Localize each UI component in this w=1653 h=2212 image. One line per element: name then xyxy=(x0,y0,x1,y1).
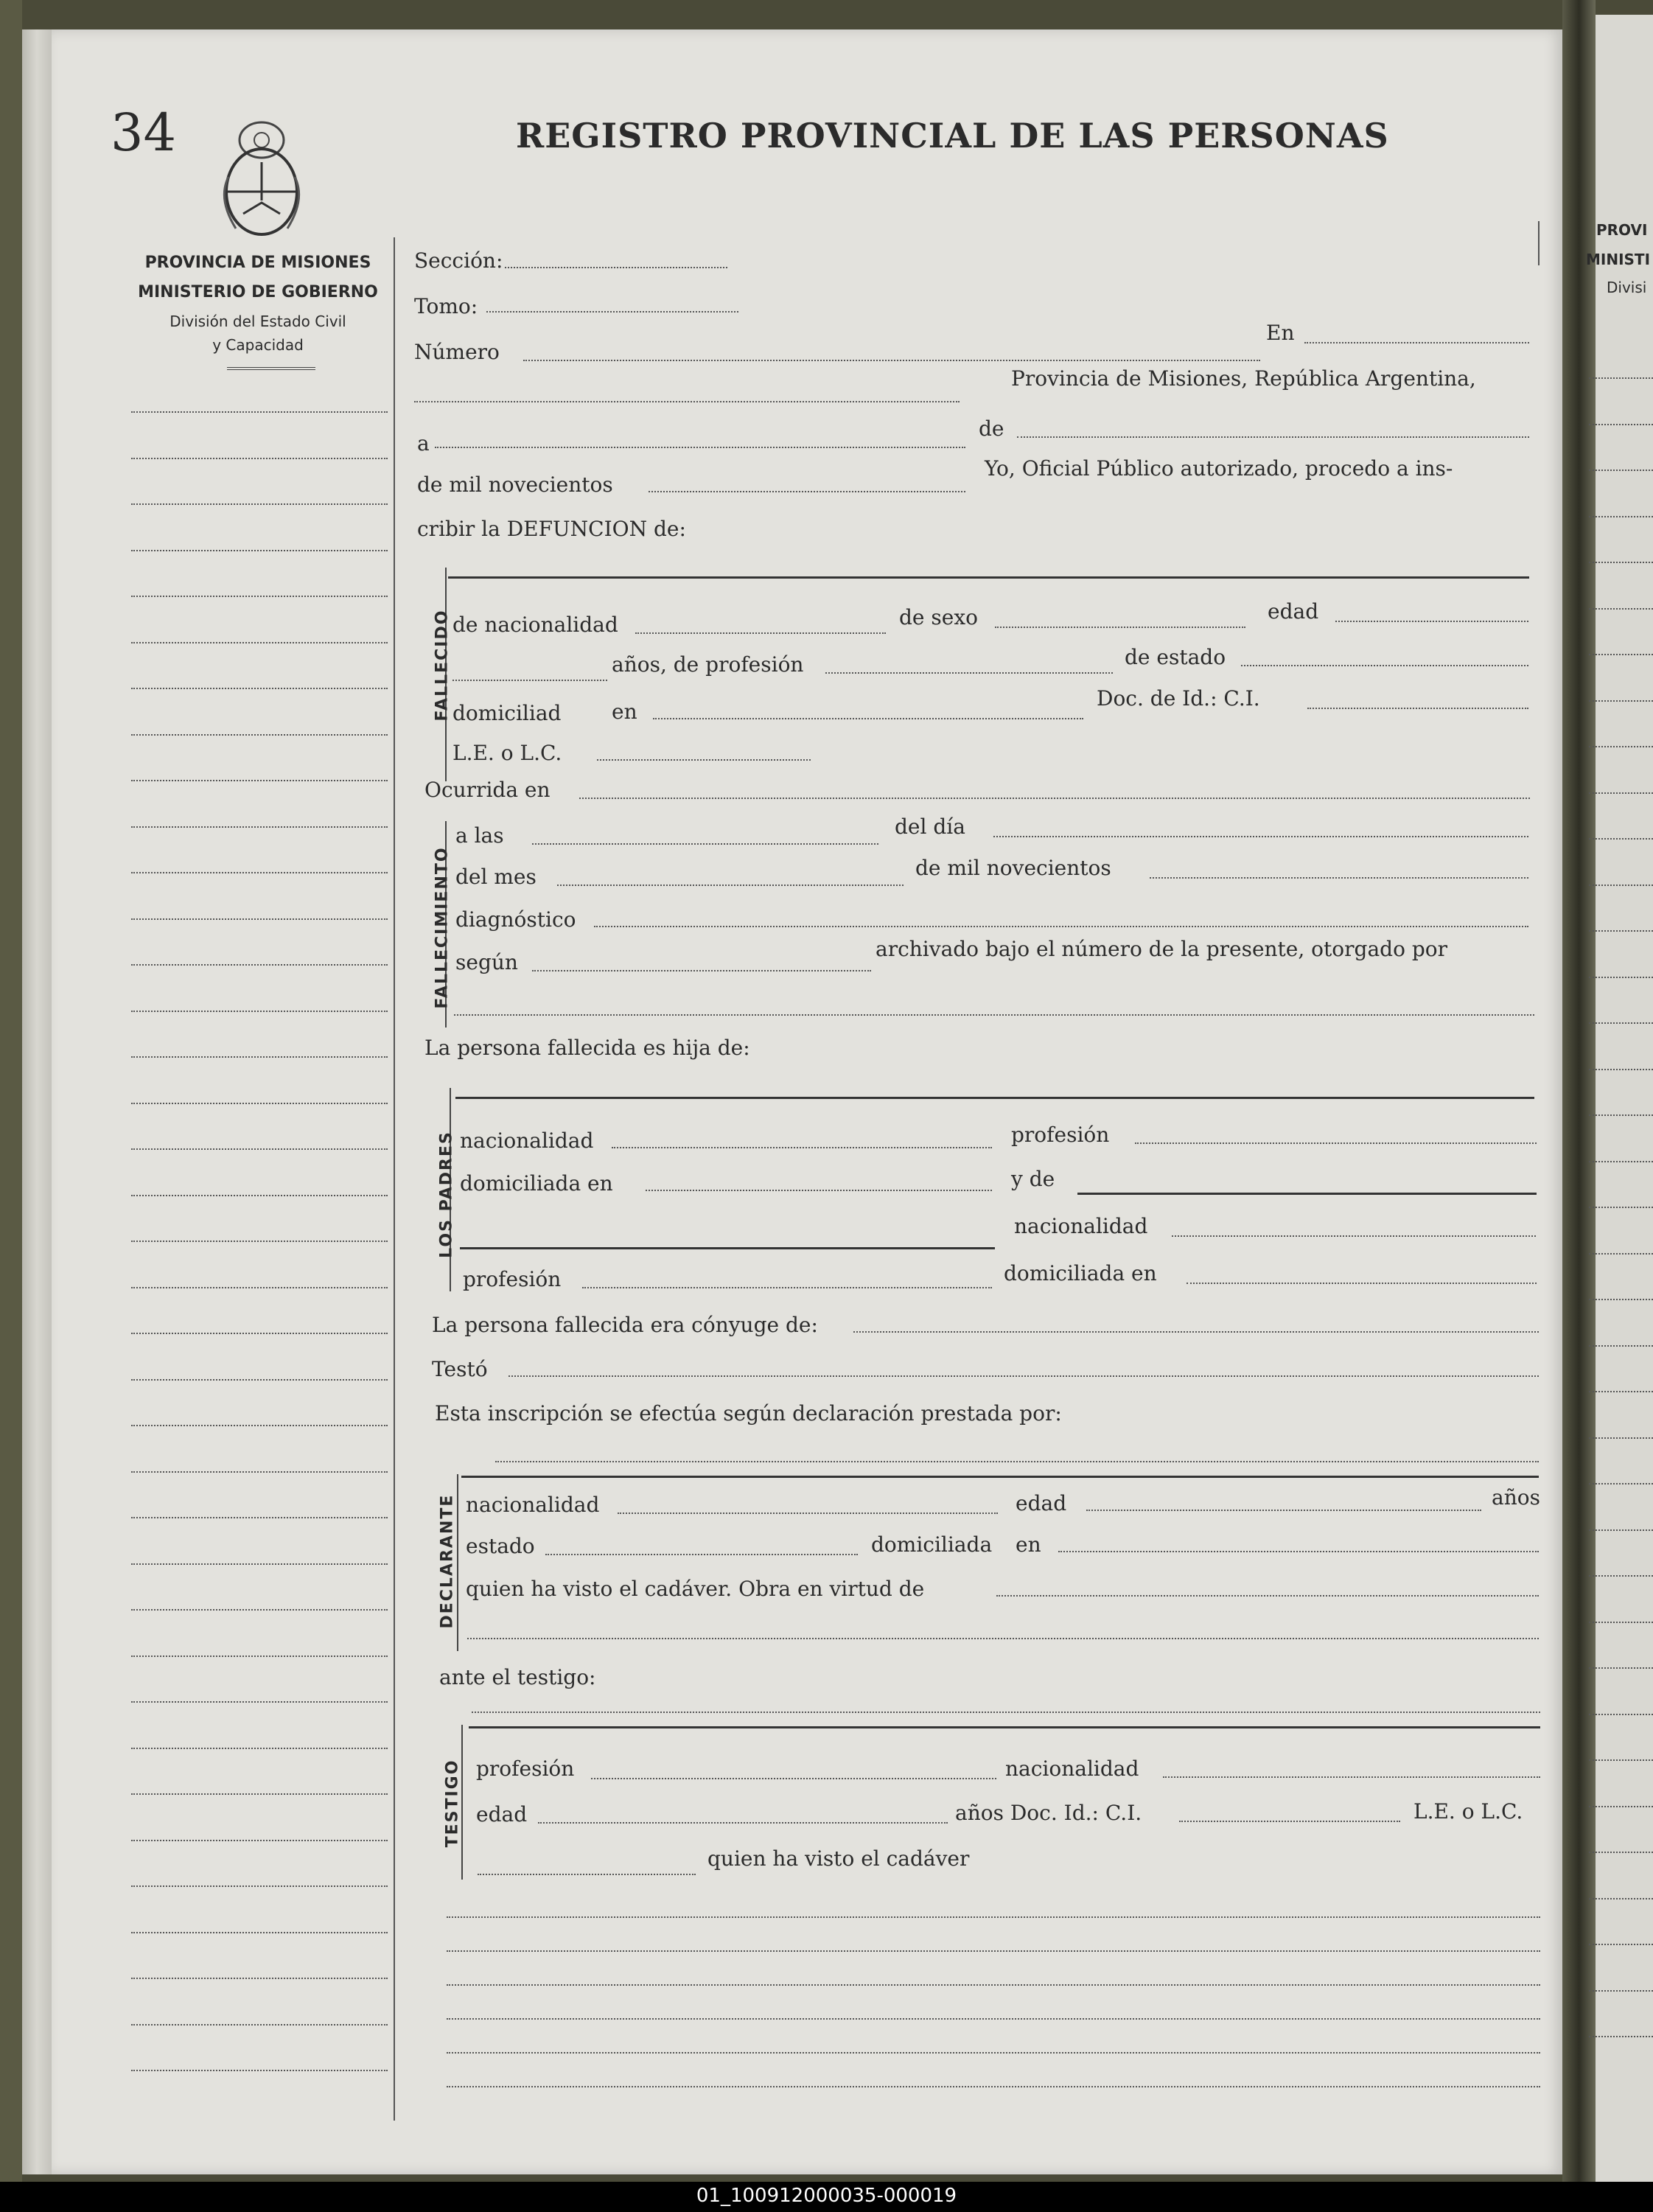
margin-line[interactable] xyxy=(131,1655,388,1657)
field-domicilio-madre[interactable] xyxy=(1187,1283,1537,1284)
next-page-margin-line[interactable] xyxy=(1589,1622,1653,1623)
margin-line[interactable] xyxy=(131,688,388,689)
field-testigo-top[interactable] xyxy=(472,1712,1540,1713)
field-nombre-fallecido[interactable] xyxy=(448,576,1529,579)
label-profesion-padre: profesión xyxy=(1011,1123,1110,1147)
text-hija-de: La persona fallecida es hija de: xyxy=(424,1036,750,1060)
note-line[interactable] xyxy=(447,2086,1540,2087)
bracket-declarante xyxy=(457,1474,458,1651)
margin-line[interactable] xyxy=(131,780,388,781)
label-de-mil: de mil novecientos xyxy=(417,472,613,497)
field-edad-decl[interactable] xyxy=(1086,1510,1481,1511)
field-seccion[interactable] xyxy=(505,267,727,268)
next-page-margin-line[interactable] xyxy=(1589,930,1653,932)
label-domiciliad: domiciliad xyxy=(452,701,562,725)
header-capacity: y Capacidad xyxy=(212,336,304,354)
margin-line[interactable] xyxy=(131,1103,388,1104)
next-page-margin-line[interactable] xyxy=(1589,1022,1653,1024)
label-nacionalidad: de nacionalidad xyxy=(452,613,618,637)
label-seccion: Sección: xyxy=(414,248,503,273)
right-edge-rule xyxy=(1538,221,1540,265)
field-nacionalidad[interactable] xyxy=(635,632,886,634)
label-fallecimiento: FALLECIMIENTO xyxy=(433,846,452,1009)
margin-line[interactable] xyxy=(131,1609,388,1611)
label-en: En xyxy=(1266,321,1295,345)
next-page-margin-line[interactable] xyxy=(1589,700,1653,702)
field-tomo[interactable] xyxy=(486,311,738,313)
header-division: División del Estado Civil xyxy=(170,313,346,330)
label-anos-decl: años xyxy=(1492,1485,1540,1510)
label-en-decl: en xyxy=(1016,1532,1041,1557)
label-le-lc: L.E. o L.C. xyxy=(452,741,562,765)
next-page-margin-line[interactable] xyxy=(1589,1852,1653,1853)
margin-line[interactable] xyxy=(131,872,388,873)
field-profesion-test[interactable] xyxy=(591,1778,996,1779)
field-profesion-madre[interactable] xyxy=(582,1287,992,1288)
field-anio-fall[interactable] xyxy=(1150,877,1528,879)
field-domicilio-padre[interactable] xyxy=(646,1190,992,1191)
next-page-margin-line[interactable] xyxy=(1589,1714,1653,1715)
margin-line[interactable] xyxy=(131,1563,388,1565)
label-profesion-test: profesión xyxy=(476,1756,575,1781)
label-estado-decl: estado xyxy=(466,1534,535,1558)
margin-line[interactable] xyxy=(131,734,388,736)
note-line[interactable] xyxy=(447,2018,1540,2020)
margin-line[interactable] xyxy=(131,964,388,966)
margin-line[interactable] xyxy=(131,1333,388,1334)
label-testo: Testó xyxy=(432,1357,488,1381)
next-page-line1: PROVI xyxy=(1596,221,1648,239)
label-del-dia: del día xyxy=(895,814,965,839)
field-ocurrida[interactable] xyxy=(579,798,1530,799)
label-nacionalidad-test: nacionalidad xyxy=(1005,1756,1139,1781)
margin-line[interactable] xyxy=(131,1011,388,1012)
field-doc-test[interactable] xyxy=(1179,1821,1400,1822)
field-declarante-top[interactable] xyxy=(495,1461,1539,1462)
label-declarante: DECLARANTE xyxy=(438,1493,457,1629)
field-dia[interactable] xyxy=(993,836,1528,837)
next-page-margin-line[interactable] xyxy=(1589,1161,1653,1162)
page-title: REGISTRO PROVINCIAL DE LAS PERSONAS xyxy=(516,116,1389,156)
field-nacionalidad-test[interactable] xyxy=(1163,1776,1540,1778)
label-a-las: a las xyxy=(455,823,504,848)
label-estado: de estado xyxy=(1125,645,1226,669)
margin-line[interactable] xyxy=(131,918,388,920)
field-madre-cont[interactable] xyxy=(460,1247,995,1249)
field-domicilio-decl[interactable] xyxy=(1058,1551,1539,1552)
label-sexo: de sexo xyxy=(899,605,978,629)
next-page-margin-line[interactable] xyxy=(1589,885,1653,886)
text-quien-test: quien ha visto el cadáver xyxy=(707,1846,970,1871)
note-line[interactable] xyxy=(447,2052,1540,2054)
label-anos-doc-test: años Doc. Id.: C.I. xyxy=(955,1801,1142,1825)
margin-divider xyxy=(394,237,395,2121)
field-anio[interactable] xyxy=(649,491,965,492)
label-ocurrida: Ocurrida en xyxy=(424,778,551,802)
field-quien-test[interactable] xyxy=(478,1874,696,1875)
next-page-margin-line[interactable] xyxy=(1589,377,1653,379)
next-page-margin-line[interactable] xyxy=(1589,977,1653,978)
next-page xyxy=(1596,15,1653,2182)
field-declarante[interactable] xyxy=(461,1476,1539,1478)
footer-id: 01_100912000035-000019 xyxy=(696,2185,957,2207)
field-obra-virtud[interactable] xyxy=(996,1595,1539,1597)
next-page-margin-line[interactable] xyxy=(1589,2036,1653,2037)
next-page-margin-line[interactable] xyxy=(1589,746,1653,747)
text-provincia: Provincia de Misiones, República Argentina, xyxy=(1011,366,1476,391)
text-cribir: cribir la DEFUNCION de: xyxy=(417,517,686,541)
label-y-de: y de xyxy=(1011,1167,1055,1191)
field-otorgado[interactable] xyxy=(454,1014,1534,1016)
label-domiciliada-decl: domiciliada xyxy=(871,1532,993,1557)
next-page-margin-line[interactable] xyxy=(1589,1207,1653,1208)
field-mes[interactable] xyxy=(557,885,904,886)
label-nacionalidad-madre: nacionalidad xyxy=(1014,1214,1148,1238)
next-page-line3: Divisi xyxy=(1607,279,1647,296)
field-testigo[interactable] xyxy=(469,1726,1540,1728)
margin-line[interactable] xyxy=(131,411,388,413)
next-page-margin-line[interactable] xyxy=(1589,1575,1653,1577)
margin-line[interactable] xyxy=(131,503,388,505)
book-cover-left xyxy=(0,0,22,2182)
next-page-margin-line[interactable] xyxy=(1589,1944,1653,1945)
label-domiciliada-padre: domiciliada en xyxy=(460,1171,613,1196)
label-anos-profesion: años, de profesión xyxy=(612,652,804,677)
label-numero: Número xyxy=(414,340,500,364)
margin-line[interactable] xyxy=(131,2024,388,2026)
text-archivado: archivado bajo el número de la presente, otorgado por xyxy=(876,937,1447,961)
next-page-margin-line[interactable] xyxy=(1589,1529,1653,1531)
margin-line[interactable] xyxy=(131,1379,388,1381)
label-profesion-madre: profesión xyxy=(463,1267,562,1291)
note-line[interactable] xyxy=(447,1916,1540,1918)
field-nacionalidad-decl[interactable] xyxy=(618,1513,998,1514)
next-page-margin-line[interactable] xyxy=(1589,608,1653,610)
text-inscripcion: Esta inscripción se efectúa según declaración prestada por: xyxy=(435,1401,1062,1426)
label-a: a xyxy=(417,431,430,456)
label-del-mes: del mes xyxy=(455,865,537,889)
margin-line[interactable] xyxy=(131,458,388,459)
header-province: PROVINCIA DE MISIONES xyxy=(144,254,371,272)
field-edad-test[interactable] xyxy=(538,1822,948,1824)
text-conyuge: La persona fallecida era cónyuge de: xyxy=(432,1313,818,1337)
field-estado-decl[interactable] xyxy=(545,1554,858,1555)
field-de[interactable] xyxy=(1017,436,1529,438)
field-le-lc[interactable] xyxy=(597,759,811,761)
next-page-margin-line[interactable] xyxy=(1589,1345,1653,1347)
next-page-line2: MINISTI xyxy=(1586,251,1651,268)
field-estado[interactable] xyxy=(1241,665,1528,666)
header-ministry: MINISTERIO DE GOBIERNO xyxy=(138,283,378,301)
margin-line[interactable] xyxy=(131,1748,388,1749)
label-de-mil-fall: de mil novecientos xyxy=(915,856,1111,880)
label-edad-test: edad xyxy=(476,1802,528,1827)
label-testigo: TESTIGO xyxy=(443,1759,462,1848)
next-page-margin-line[interactable] xyxy=(1589,1069,1653,1070)
margin-line[interactable] xyxy=(131,642,388,643)
margin-line[interactable] xyxy=(131,1241,388,1242)
next-page-margin-line[interactable] xyxy=(1589,838,1653,840)
next-page-margin-line[interactable] xyxy=(1589,470,1653,471)
margin-line[interactable] xyxy=(131,1148,388,1150)
next-page-margin-line[interactable] xyxy=(1589,424,1653,425)
label-de: de xyxy=(979,416,1004,441)
text-ante-testigo: ante el testigo: xyxy=(439,1665,596,1689)
margin-line[interactable] xyxy=(131,596,388,597)
margin-line[interactable] xyxy=(131,550,388,551)
next-page-margin-line[interactable] xyxy=(1589,1898,1653,1899)
field-diagnostico[interactable] xyxy=(594,926,1528,927)
margin-line[interactable] xyxy=(131,1517,388,1518)
margin-line[interactable] xyxy=(131,1840,388,1841)
field-testo[interactable] xyxy=(509,1375,1539,1377)
field-obra-virtud-cont[interactable] xyxy=(467,1638,1539,1639)
margin-line[interactable] xyxy=(131,826,388,828)
margin-line[interactable] xyxy=(131,1793,388,1795)
label-le-lc-test: L.E. o L.C. xyxy=(1413,1799,1523,1824)
field-domicilio[interactable] xyxy=(653,718,1083,719)
field-segun[interactable] xyxy=(532,970,871,971)
label-edad-decl: edad xyxy=(1016,1491,1067,1515)
field-madre[interactable] xyxy=(1077,1193,1537,1195)
coat-of-arms-icon xyxy=(214,118,310,243)
margin-line[interactable] xyxy=(131,2070,388,2071)
next-page-margin-line[interactable] xyxy=(1589,1253,1653,1255)
field-anos[interactable] xyxy=(452,680,607,681)
margin-line[interactable] xyxy=(131,1056,388,1058)
next-page-margin-line[interactable] xyxy=(1589,654,1653,655)
label-tomo: Tomo: xyxy=(414,294,478,318)
book-gutter xyxy=(1562,0,1596,2182)
field-nacionalidad-padre[interactable] xyxy=(612,1147,992,1148)
label-padres: LOS PADRES xyxy=(437,1131,456,1258)
field-profesion-padre[interactable] xyxy=(1135,1142,1537,1144)
margin-line[interactable] xyxy=(131,1195,388,1196)
text-yo-oficial: Yo, Oficial Público autorizado, procedo a ins- xyxy=(985,456,1453,481)
note-line[interactable] xyxy=(447,1984,1540,1986)
field-profesion[interactable] xyxy=(825,672,1113,674)
field-sexo[interactable] xyxy=(995,627,1245,628)
field-edad[interactable] xyxy=(1335,621,1528,622)
next-page-margin-line[interactable] xyxy=(1589,516,1653,517)
margin-line[interactable] xyxy=(131,1425,388,1426)
field-hora[interactable] xyxy=(532,843,878,845)
page-edge-stack xyxy=(22,29,52,2174)
margin-line[interactable] xyxy=(131,1471,388,1473)
margin-line[interactable] xyxy=(131,1978,388,1979)
margin-line[interactable] xyxy=(131,1885,388,1887)
next-page-margin-line[interactable] xyxy=(1589,1990,1653,1992)
label-nacionalidad-decl: nacionalidad xyxy=(466,1493,600,1517)
margin-line[interactable] xyxy=(131,1287,388,1288)
label-diagnostico: diagnóstico xyxy=(455,907,576,932)
label-segun: según xyxy=(455,950,518,974)
next-page-margin-line[interactable] xyxy=(1589,1391,1653,1392)
text-quien-decl: quien ha visto el cadáver. Obra en virtud de xyxy=(466,1577,925,1601)
next-page-margin-line[interactable] xyxy=(1589,792,1653,794)
label-nacionalidad-padre: nacionalidad xyxy=(460,1128,594,1153)
next-page-margin-line[interactable] xyxy=(1589,562,1653,563)
next-page-margin-line[interactable] xyxy=(1589,1299,1653,1300)
label-edad: edad xyxy=(1268,599,1319,624)
next-page-margin-line[interactable] xyxy=(1589,1759,1653,1761)
next-page-margin-line[interactable] xyxy=(1589,1483,1653,1484)
field-padre[interactable] xyxy=(455,1097,1534,1099)
next-page-margin-line[interactable] xyxy=(1589,1114,1653,1116)
page-number: 34 xyxy=(111,102,177,163)
margin-line[interactable] xyxy=(131,1932,388,1933)
header-underline xyxy=(227,367,315,370)
field-a[interactable] xyxy=(435,447,965,448)
next-page-margin-line[interactable] xyxy=(1589,1806,1653,1807)
label-doc-id: Doc. de Id.: C.I. xyxy=(1097,686,1260,711)
field-conyuge[interactable] xyxy=(853,1331,1539,1333)
next-page-margin-line[interactable] xyxy=(1589,1437,1653,1439)
field-nacionalidad-madre[interactable] xyxy=(1172,1235,1536,1237)
margin-line[interactable] xyxy=(131,1701,388,1703)
field-numero[interactable] xyxy=(523,360,1260,361)
note-line[interactable] xyxy=(447,1950,1540,1952)
label-domiciliada-madre: domiciliada en xyxy=(1004,1261,1157,1285)
label-fallecido: FALLECIDO xyxy=(433,609,452,722)
field-en[interactable] xyxy=(1304,342,1529,343)
field-doc-id[interactable] xyxy=(1307,708,1528,709)
next-page-margin-line[interactable] xyxy=(1589,1667,1653,1669)
label-dom-en: en xyxy=(612,699,637,724)
field-lugar[interactable] xyxy=(414,401,960,402)
